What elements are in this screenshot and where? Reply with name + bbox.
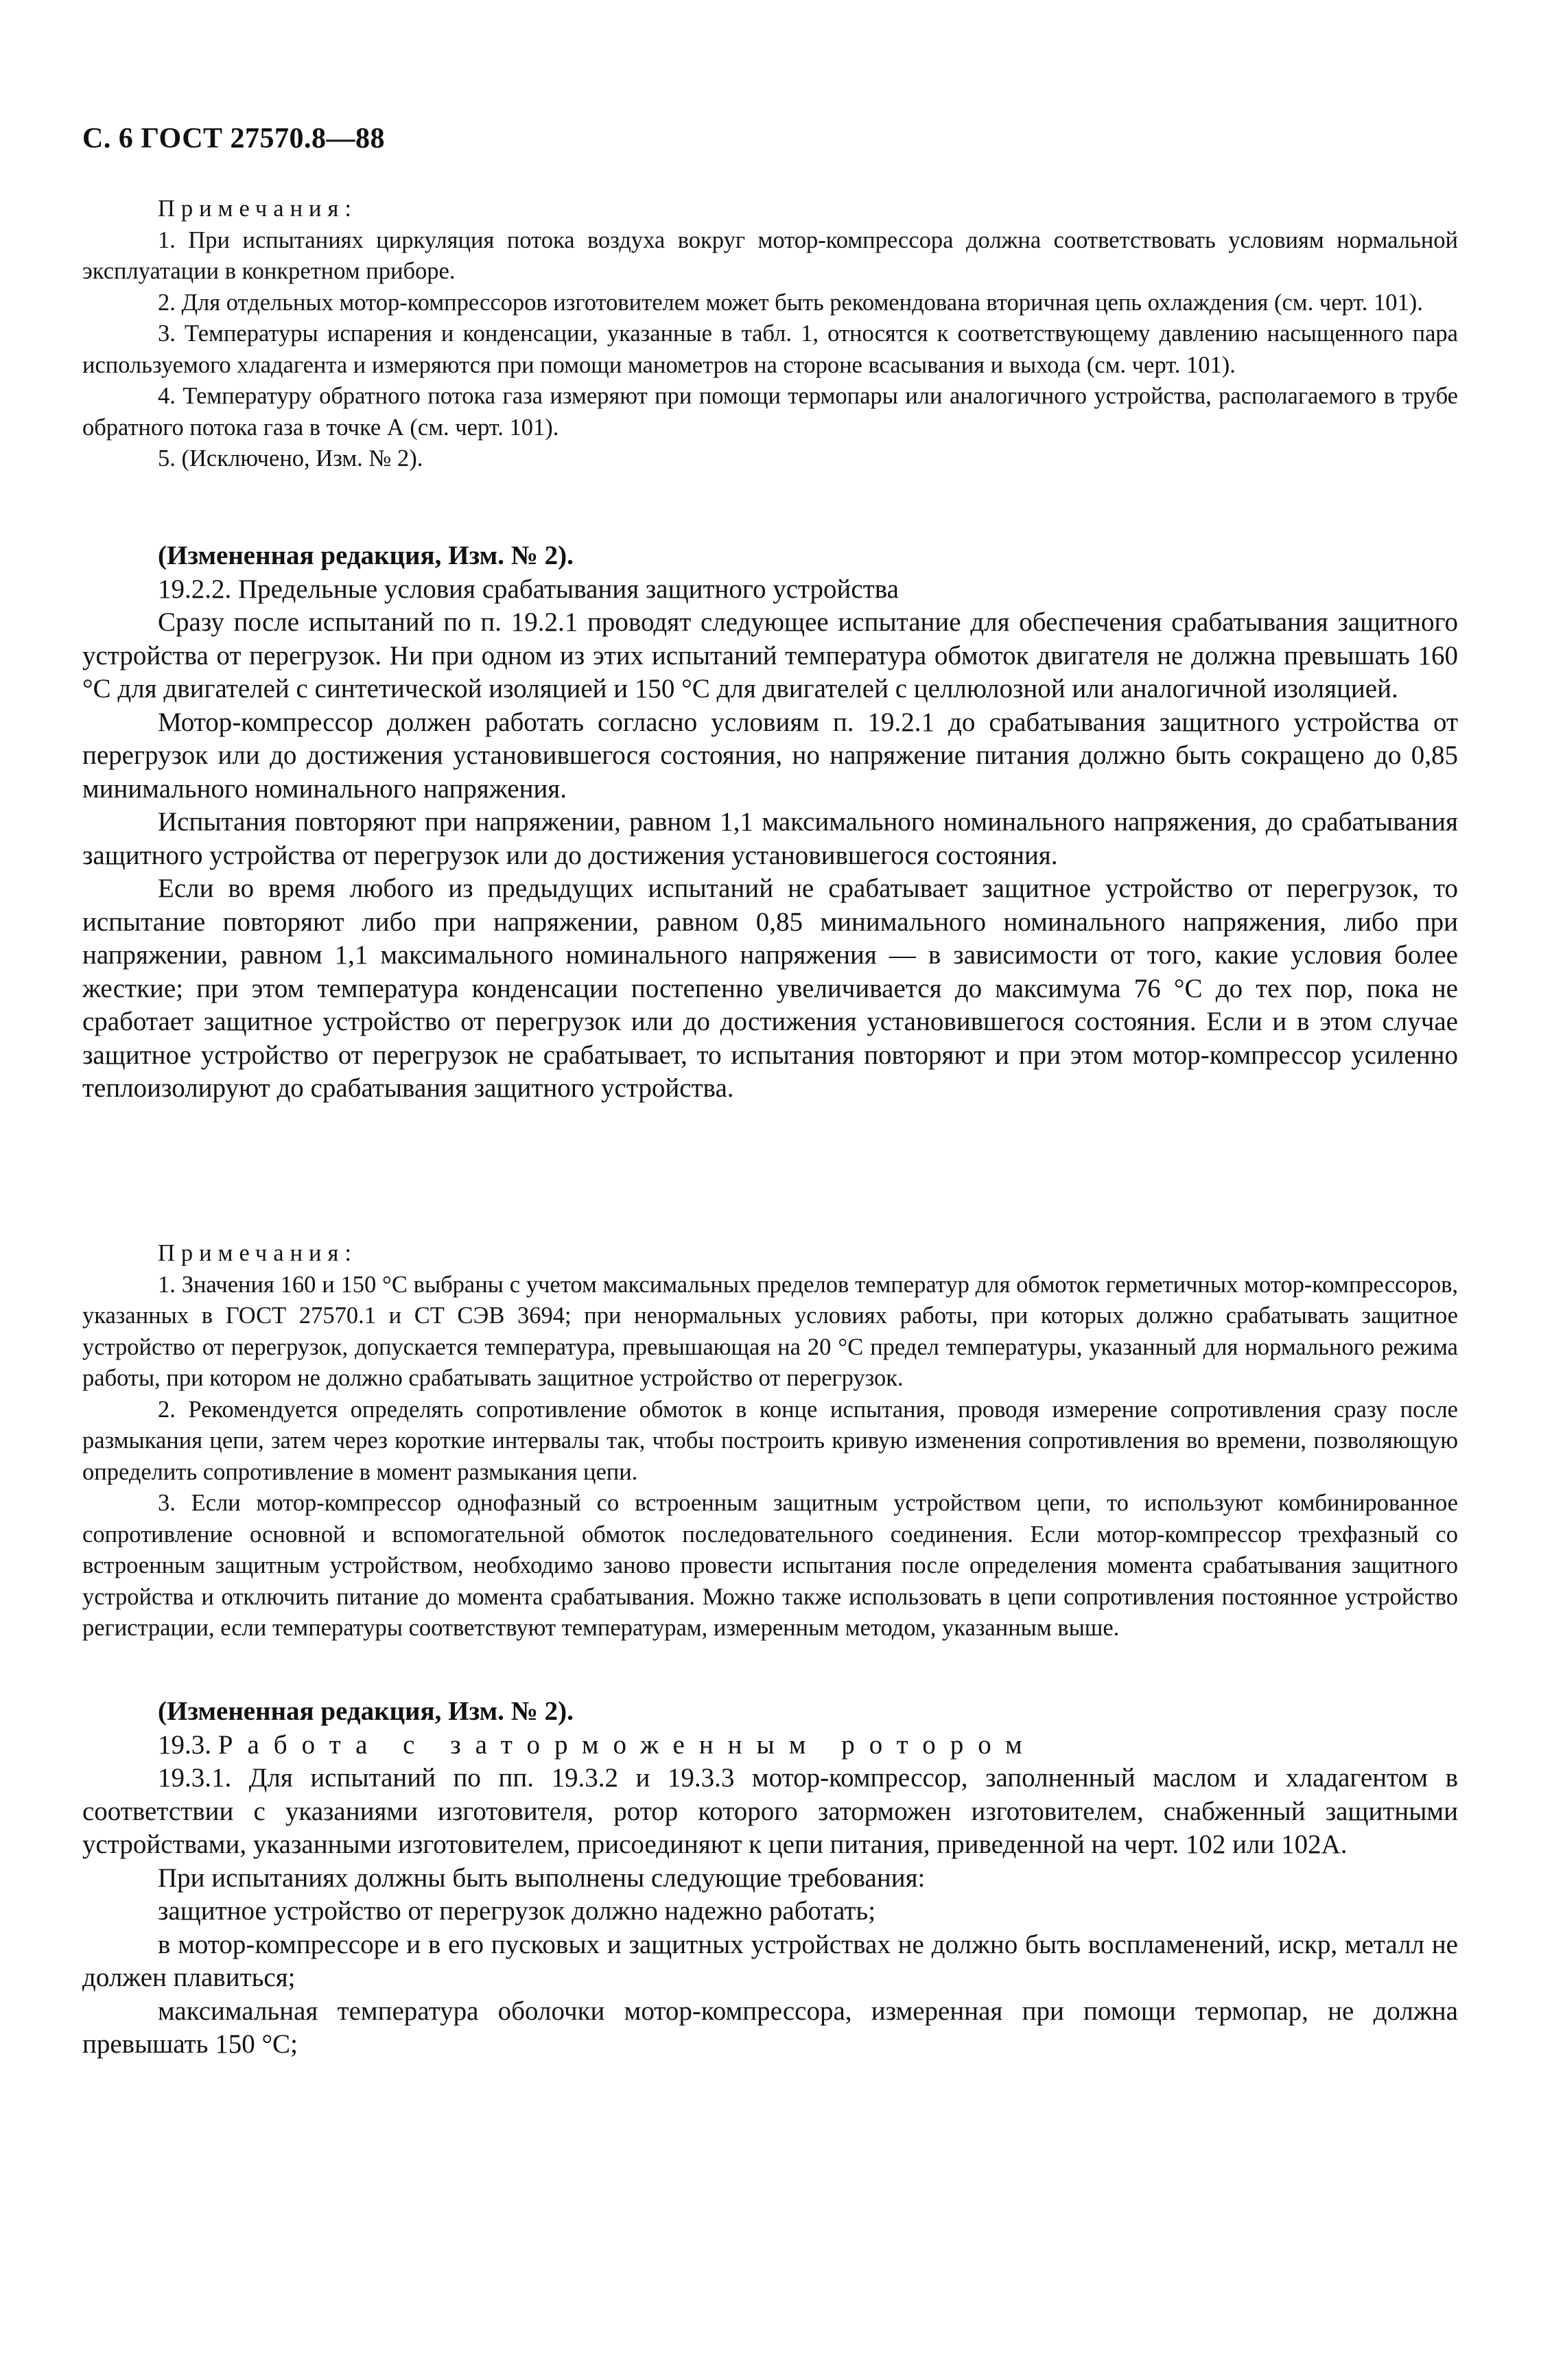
requirement-item: максимальная температура оболочки мотор-компрессора, измеренная при помощи термопар, не должна превышать 150 °С; [82, 1996, 1458, 2059]
notes-block-1 [82, 194, 1458, 475]
paragraph: Испытания повторяют при напряжении, равном 1,1 максимального номинального напряжения, до срабатывания защитного устройства от перегрузок или до достижения установившегося состояния. [82, 807, 1458, 870]
notes-caption: Примечания: [158, 1240, 357, 1266]
page-header: С. 6 ГОСТ 27570.8—88 [82, 123, 386, 154]
notes-block-2 [82, 1238, 1458, 1644]
section-number: 19.3. [158, 1729, 211, 1760]
note-item: 3. Если мотор-компрессор однофазный со встроенным защитным устройством цепи, то используют комбинированное сопротивление основной и вспомогательной обмоток последовательного соединения. Если мотор-компрессор трехфазный со встроенным защитным устройством, необходимо заново провести испытания после определения момента срабатывания защитного устройства и отключить питание до момента срабатывания. Можно также использовать в цепи сопротивления постоянное устройство регистрации, если температуры соответствуют температурам, измеренным методом, указанным выше. [82, 1490, 1458, 1641]
section-heading [82, 1729, 1458, 1762]
paragraph: При испытаниях должны быть выполнены следующие требования: [158, 1863, 926, 1893]
note-item: 3. Температуры испарения и конденсации, указанные в табл. 1, относятся к соответствующему давлению насыщенного пара используемого хладагента и измеряются при помощи манометров на стороне всасывания и выхода (см. черт. 101). [82, 320, 1458, 378]
requirement-item: защитное устройство от перегрузок должно надежно работать; [158, 1896, 876, 1926]
note-item: 5. (Исключено, Изм. № 2). [158, 445, 423, 471]
note-item: 2. Для отдельных мотор-компрессоров изготовителем может быть рекомендована вторичная цепь охлаждения (см. черт. 101). [158, 289, 1423, 316]
requirement-item: в мотор-компрессоре и в его пусковых и защитных устройствах не должно быть воспламенений, искр, металл не должен плавиться; [82, 1929, 1458, 1992]
section-heading: 19.2.2. Предельные условия срабатывания защитного устройства [158, 574, 899, 604]
amendment-note: (Измененная редакция, Изм. № 2). [158, 541, 574, 570]
paragraph: 19.3.1. Для испытаний по пп. 19.3.2 и 19.3.3 мотор-компрессор, заполненный маслом и хладагентом в соответствии с указаниями изготовителя, ротор которого заторможен изготовителем, снабженный защитными устройствами, указанными изготовителем, присоединяют к цепи питания, приведенной на черт. 102 или 102А. [82, 1763, 1458, 1859]
paragraph: Сразу после испытаний по п. 19.2.1 проводят следующее испытание для обеспечения срабатывания защитного устройства от перегрузок. Ни при одном из этих испытаний температура обмоток двигателя не должна превышать 160 °С для двигателей с синтетической изоляцией и 150 °С для двигателей с целлюлозной или аналогичной изоляцией. [82, 607, 1458, 703]
note-item: 1. При испытаниях циркуляция потока воздуха вокруг мотор-компрессора должна соответствовать условиям нормальной эксплуатации в конкретном приборе. [82, 226, 1458, 284]
paragraph: Мотор-компрессор должен работать согласно условиям п. 19.2.1 до срабатывания защитного устройства от перегрузок или до достижения установившегося состояния, но напряжение питания должно быть сокращено до 0,85 минимального номинального напряжения. [82, 707, 1458, 804]
section-title: Работа с заторможенным ротором [217, 1729, 1037, 1760]
section-19-2-2 [82, 539, 1458, 1106]
note-item: 2. Рекомендуется определять сопротивление обмоток в конце испытания, проводя измерение сопротивления сразу после размыкания цепи, затем через короткие интервалы так, чтобы построить кривую изменения сопротивления во времени, позволяющую определить сопротивление в момент размыкания цепи. [82, 1396, 1458, 1485]
notes-caption: Примечания: [158, 196, 357, 222]
section-19-3 [82, 1695, 1458, 2062]
paragraph: Если во время любого из предыдущих испытаний не срабатывает защитное устройство от перегрузок, то испытание повторяют либо при напряжении, равном 0,85 минимального номинального напряжения, либо при напряжении, равном 1,1 максимального номинального напряжения — в зависимости от того, какие условия более жесткие; при этом температура конденсации постепенно увеличивается до максимума 76 °С до тех пор, пока не сработает защитное устройство от перегрузок или до достижения установившегося состояния. Если и в этом случае защитное устройство от перегрузок не срабатывает, то испытания повторяют и при этом мотор-компрессор усиленно теплоизолируют до срабатывания защитного устройства. [82, 874, 1458, 1103]
note-item: 4. Температуру обратного потока газа измеряют при помощи термопары или аналогичного устройства, располагаемого в трубе обратного потока газа в точке А (см. черт. 101). [82, 383, 1458, 441]
note-item: 1. Значения 160 и 150 °С выбраны с учетом максимальных пределов температур для обмоток герметичных мотор-компрессоров, указанных в ГОСТ 27570.1 и СТ СЭВ 3694; при ненормальных условиях работы, при которых должно срабатывать защитное устройство от перегрузок, допускается температура, превышающая на 20 °С предел температуры, указанный для нормального режима работы, при котором не должно срабатывать защитное устройство от перегрузок. [82, 1271, 1458, 1391]
amendment-note: (Измененная редакция, Изм. № 2). [158, 1696, 574, 1726]
